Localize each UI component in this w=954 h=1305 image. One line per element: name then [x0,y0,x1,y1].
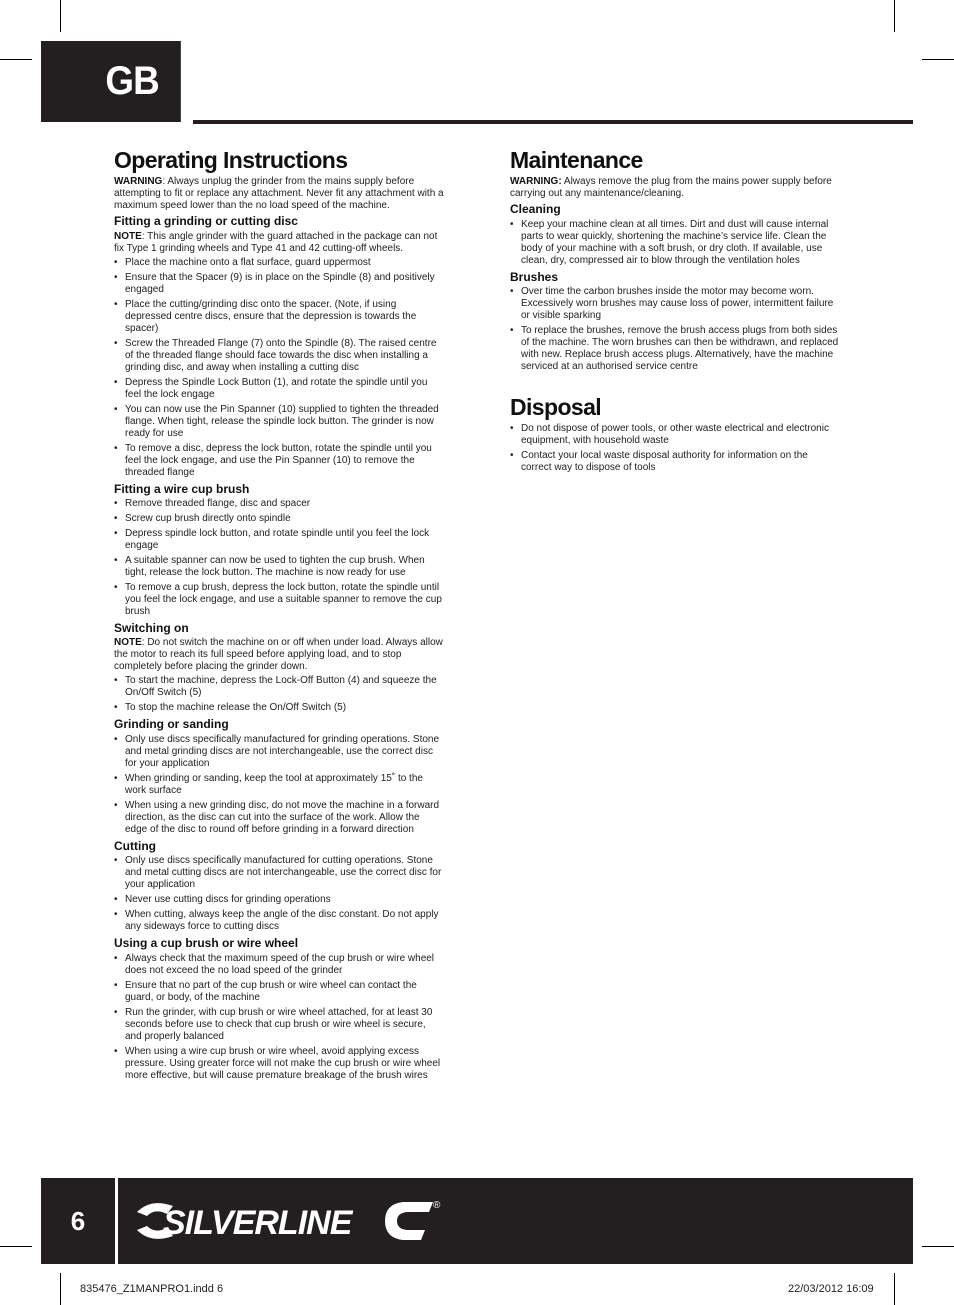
switching-list [114,675,444,714]
note-label: NOTE [114,637,142,649]
section-heading: Cleaning [510,202,561,217]
warning-label: WARNING [114,176,163,188]
silverline-logo-icon [133,1190,473,1252]
note-paragraph [114,231,444,255]
operating-instructions-title: Operating Instructions [114,147,348,173]
list-item: • Only use discs specifically manufactured for grinding operations. Stone and metal grinding discs are not interchangeable, use the correct disc for your application [114,734,444,770]
list-item: • Place the cutting/grinding disc onto the spacer. (Note, if using depressed centre discs, ensure that the depression is towards the spacer) [114,299,444,335]
list-item: • To remove a disc, depress the lock button, rotate the spindle until you feel the lock engage, and use the Pin Spanner (10) to remove the threaded flange [114,443,444,479]
cleaning-list [510,219,840,267]
brushes-list [510,286,840,373]
list-item: • Run the grinder, with cup brush or wire wheel attached, for at least 30 seconds before use to check that cup brush or wire wheel is secure, and properly balanced [114,1007,444,1043]
date-slug: 22/03/2012 16:09 [788,1283,874,1295]
list-item: • To start the machine, depress the Lock-Off Button (4) and squeeze the On/Off Switch (5) [114,675,444,699]
crop-mark [60,0,61,32]
list-item: • Contact your local waste disposal authority for information on the correct way to dispose of tools [510,450,840,474]
warning-paragraph [114,176,444,212]
footer-divider [115,1178,118,1264]
crop-mark [894,1273,895,1305]
list-item: • Always check that the maximum speed of the cup brush or wire wheel does not exceed the no load speed of the grinder [114,953,444,977]
list-item: • Remove threaded flange, disc and spacer [114,498,444,510]
list-item: • To stop the machine release the On/Off Switch (5) [114,702,444,714]
cup-brush-list [114,953,444,1082]
list-item: • Screw the Threaded Flange (7) onto the Spindle (8). The raised centre of the threaded flange should face towards the disc when installing a grinding disc, and away when installing a cutting disc [114,338,444,374]
section-heading: Grinding or sanding [114,717,229,732]
list-item: • When grinding or sanding, keep the tool at approximately 15˚ to the work surface [114,773,444,797]
warning-text: : Always unplug the grinder from the mains supply before attempting to fit or replace any attachment. Never fit any attachment with a maximum speed lower than the no load speed of the machine. [114,176,444,212]
list-item: • Screw cup brush directly onto spindle [114,513,444,525]
crop-mark [922,1246,954,1247]
wire-cup-list [114,498,444,618]
cutting-list [114,855,444,933]
list-item: • When using a wire cup brush or wire wheel, avoid applying excess pressure. Using greater force will not make the cup brush or wire wheel more effective, but will cause premature breakage of the brush wires [114,1046,444,1082]
note-text: : This angle grinder with the guard attached in the package can not fix Type 1 grinding wheels and Type 41 and 42 cutting-off wheels. [114,230,438,254]
crop-mark [0,1246,32,1247]
list-item: • Place the machine onto a flat surface, guard uppermost [114,257,444,269]
section-heading: Fitting a wire cup brush [114,481,250,496]
section-heading: Cutting [114,838,156,853]
section-heading: Fitting a grinding or cutting disc [114,214,298,229]
list-item: • To replace the brushes, remove the brush access plugs from both sides of the machine. The worn brushes can then be withdrawn, and replaced with new. Replace brush access plugs. Alternatively, have the machine serviced at an authorised service centre [510,325,840,373]
page-number: 6 [70,1205,86,1236]
crop-mark [894,0,895,32]
file-slug: 835476_Z1MANPRO1.indd 6 [80,1283,224,1295]
list-item: • Keep your machine clean at all times. Dirt and dust will cause internal parts to wear quickly, shortening the machine’s service life. Clean the body of your machine with a soft brush, or dry cloth. If available, use clean, dry, compressed air to blow through the ventilation holes [510,219,840,267]
list-item: • Only use discs specifically manufactured for cutting operations. Stone and metal cutting discs are not interchangeable, use the correct disc for your application [114,855,444,891]
list-item: • To remove a cup brush, depress the lock button, rotate the spindle until you feel the lock engage, and use a suitable spanner to remove the cup brush [114,582,444,618]
list-item: • Depress the Spindle Lock Button (1), and rotate the spindle until you feel the lock engage [114,377,444,401]
list-item: • Ensure that no part of the cup brush or wire wheel can contact the guard, or body, of the machine [114,980,444,1004]
section-heading: Switching on [114,621,189,636]
list-item: • Ensure that the Spacer (9) is in place on the Spindle (8) and positively engaged [114,272,444,296]
crop-mark [0,59,32,60]
warning-text: Always remove the plug from the mains power supply before carrying out any maintenance/cleaning. [510,176,832,200]
language-tag-text: GB [105,59,159,103]
language-tag [41,41,181,122]
list-item: • Do not dispose of power tools, or other waste electrical and electronic equipment, with household waste [510,423,840,447]
crop-mark [922,59,954,60]
list-item: • A suitable spanner can now be used to tighten the cup brush. When tight, release the lock button. The machine is now ready for use [114,555,444,579]
registered-mark: ® [433,1200,441,1211]
list-item: • You can now use the Pin Spanner (10) supplied to tighten the threaded flange. When tight, release the spindle lock button. The grinder is now ready for use [114,404,444,440]
warning-paragraph [510,176,840,200]
note-paragraph [114,637,444,673]
fitting-disc-list [114,257,444,479]
header-rule [193,120,913,124]
disposal-title: Disposal [510,394,602,421]
grinding-list [114,734,444,836]
list-item: • When cutting, always keep the angle of the disc constant. Do not apply any sideways force to cutting discs [114,909,444,933]
note-text: : Do not switch the machine on or off when under load. Always allow the motor to reach its full speed before applying load, and to stop completely before placing the grinder down. [114,637,443,673]
note-label: NOTE [114,230,142,242]
list-item: • Never use cutting discs for grinding operations [114,894,444,906]
operating-instructions-column [114,148,444,1085]
list-item: • Over time the carbon brushes inside the motor may become worn. Excessively worn brushes may cause loss of power, intermittent failure or visible sparking [510,286,840,322]
maintenance-title: Maintenance [510,147,643,173]
section-heading: Using a cup brush or wire wheel [114,936,299,951]
list-item: • Depress spindle lock button, and rotate spindle until you feel the lock engage [114,528,444,552]
disposal-list [510,423,840,474]
brand-wordmark: SILVERLINE [163,1204,352,1242]
footer-bar [41,1178,913,1264]
list-item: • When using a new grinding disc, do not move the machine in a forward direction, as the disc can cut into the surface of the work. Allow the edge of the disc to round off before grinding in a forward direction [114,800,444,836]
maintenance-column [510,148,840,477]
crop-mark [60,1273,61,1305]
section-heading: Brushes [510,269,559,284]
warning-label: WARNING: [510,176,562,188]
